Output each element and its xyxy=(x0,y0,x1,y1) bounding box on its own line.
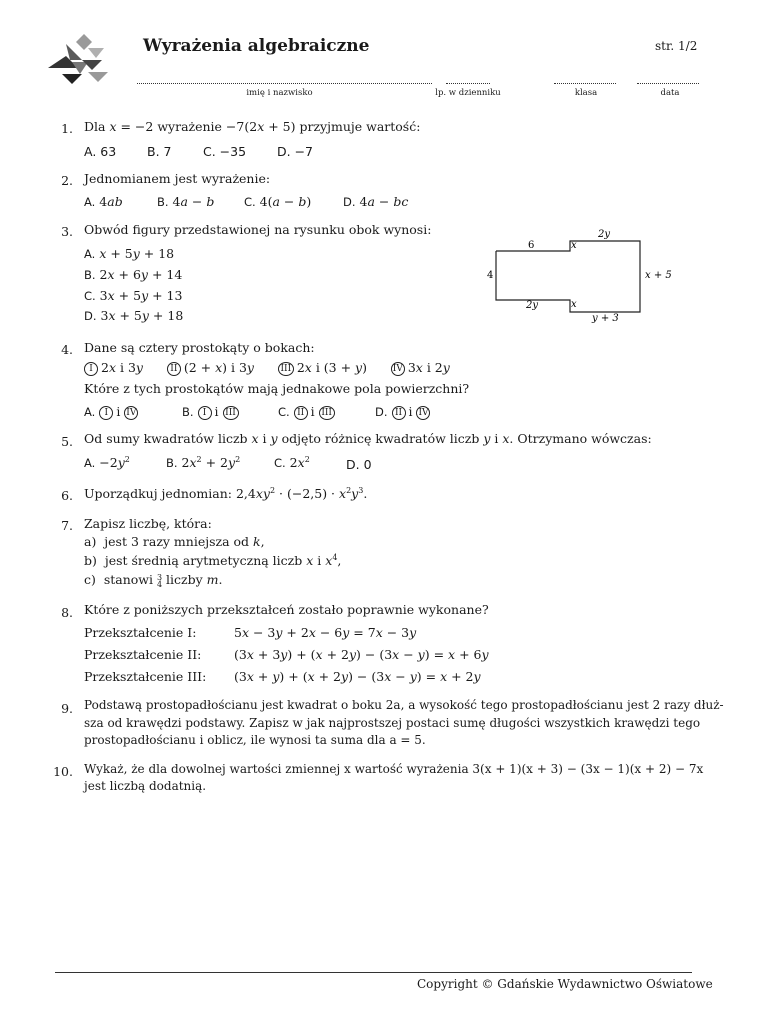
question-number-7: 7. xyxy=(61,518,73,533)
question-9-line-1: Podstawą prostopadłościanu jest kwadrat o boku 2a, a wysokość tego prostopadłościanu jest 2 razy dłuż- xyxy=(84,698,724,712)
question-3-answer-a[interactable]: A. x + 5y + 18 xyxy=(84,246,175,261)
question-7-text: Zapisz liczbę, która: xyxy=(84,516,212,531)
number-field-label: lp. w dzienniku xyxy=(435,88,501,98)
figure-label-bottom-right: y + 3 xyxy=(592,313,619,324)
question-5-answer-c[interactable]: C. $2x^2$ xyxy=(274,455,310,471)
question-3-answer-d[interactable]: D. 3x + 5y + 18 xyxy=(84,308,184,323)
question-6-text: Uporządkuj jednomian: $2,4xy^2 \cdot (-2,5) \cdot x^2y^3$. xyxy=(84,486,368,502)
question-4-answer-d[interactable]: D. II i IV xyxy=(375,404,429,419)
question-7-item-b: b) jest średnią arytmetyczną liczb x i $x^4$, xyxy=(84,553,342,569)
question-number-4: 4. xyxy=(61,342,73,357)
question-9-line-2: sza od krawędzi podstawy. Zapisz w jak najprostszej postaci sumę długości wszystkich krawędzi tego xyxy=(84,716,701,730)
question-number-2: 2. xyxy=(61,173,73,188)
transformation-3-equation: (3x + y) + (x + 2y) − (3x − y) = x + 2y xyxy=(234,669,481,684)
name-field-label: imię i nazwisko xyxy=(246,88,313,98)
figure-label-notch-top: x xyxy=(571,240,577,251)
figure-label-top-left: 6 xyxy=(528,240,535,251)
question-8-text: Które z poniższych przekształceń zostało poprawnie wykonane? xyxy=(84,602,489,617)
question-number-8: 8. xyxy=(61,605,73,620)
question-number-6: 6. xyxy=(61,488,73,503)
question-1-answer-b[interactable]: B. 7 xyxy=(147,144,172,159)
date-field-label: data xyxy=(660,88,680,98)
question-number-5: 5. xyxy=(61,434,73,449)
question-4-answer-c[interactable]: C. II i III xyxy=(278,404,338,420)
publisher-logo-icon xyxy=(48,34,112,86)
question-10-line-2: jest liczbą dodatnią. xyxy=(84,779,207,793)
question-3-text: Obwód figury przedstawionej na rysunku obok wynosi: xyxy=(84,222,432,237)
date-field[interactable] xyxy=(637,72,699,84)
question-number-3: 3. xyxy=(61,224,73,239)
question-2-answer-b[interactable]: B. 4a − b xyxy=(157,194,215,209)
question-5-answer-b[interactable]: B. $2x^2 + 2y^2$ xyxy=(166,455,241,471)
question-1-answer-c[interactable]: C. −35 xyxy=(203,144,247,159)
transformation-1-equation: 5x − 3y + 2x − 6y = 7x − 3y xyxy=(234,625,417,640)
question-number-1: 1. xyxy=(61,121,73,136)
question-4-answer-b[interactable]: B. I i III xyxy=(182,404,242,420)
number-field[interactable] xyxy=(446,72,490,84)
question-2-answer-a[interactable]: A. 4ab xyxy=(84,194,123,209)
worksheet-title: Wyrażenia algebraiczne xyxy=(143,36,370,56)
question-3-answer-c[interactable]: C. 3x + 5y + 13 xyxy=(84,288,183,303)
transformation-1-label: Przekształcenie I: xyxy=(84,625,197,640)
question-2-answer-d[interactable]: D. 4a − bc xyxy=(343,194,409,209)
figure-label-left: 4 xyxy=(487,270,494,281)
copyright-notice: Copyright © Gdańskie Wydawnictwo Oświatowe xyxy=(417,977,713,991)
question-5-answer-a[interactable]: A. $-2y^2$ xyxy=(84,455,130,471)
name-field[interactable] xyxy=(137,72,432,84)
question-number-9: 9. xyxy=(61,701,73,716)
question-5-text: Od sumy kwadratów liczb x i y odjęto różnicę kwadratów liczb y i x. Otrzymano wówczas: xyxy=(84,431,652,446)
question-2-answer-c[interactable]: C. 4(a − b) xyxy=(244,194,312,209)
question-1-text: Dla x = −2 wyrażenie −7(2x + 5) przyjmuje wartość: xyxy=(84,119,421,134)
footer-divider xyxy=(55,972,692,973)
question-1-answer-a[interactable]: A. 63 xyxy=(84,144,117,159)
question-9-line-3: prostopadłościanu i oblicz, ile wynosi ta suma dla a = 5. xyxy=(84,733,426,747)
question-number-10: 10. xyxy=(53,764,73,779)
transformation-2-equation: (3x + 3y) + (x + 2y) − (3x − y) = x + 6y xyxy=(234,647,489,662)
question-7-item-a: a) jest 3 razy mniejsza od k, xyxy=(84,534,265,549)
question-5-answer-d[interactable]: D. 0 xyxy=(346,457,372,472)
question-3-figure xyxy=(484,228,684,328)
figure-label-notch-bottom: x xyxy=(571,299,577,310)
question-2-text: Jednomianem jest wyrażenie: xyxy=(84,171,271,186)
transformation-3-label: Przekształcenie III: xyxy=(84,669,207,684)
figure-label-bottom-left: 2y xyxy=(526,300,539,311)
figure-label-top-right: 2y xyxy=(598,229,611,240)
figure-label-right: x + 5 xyxy=(645,270,672,281)
class-field[interactable] xyxy=(554,72,616,84)
class-field-label: klasa xyxy=(574,88,598,98)
transformation-2-label: Przekształcenie II: xyxy=(84,647,202,662)
question-4-rectangles: I 2x i 3y II (2 + x) i 3y III 2x i (3 + y) IV 3x i 2y xyxy=(84,360,450,376)
page-number: str. 1/2 xyxy=(655,39,698,53)
question-10-line-1: Wykaż, że dla dowolnej wartości zmiennej x wartość wyrażenia 3(x + 1)(x + 3) − (3x − 1)(x + 2) − 7x xyxy=(84,762,704,776)
question-4-answer-a[interactable]: A. I i IV xyxy=(84,404,137,419)
question-3-answer-b[interactable]: B. 2x + 6y + 14 xyxy=(84,267,183,282)
question-4-question: Które z tych prostokątów mają jednakowe pola powierzchni? xyxy=(84,381,470,396)
question-1-answer-d[interactable]: D. −7 xyxy=(277,144,313,159)
question-4-text: Dane są cztery prostokąty o bokach: xyxy=(84,340,315,355)
question-7-item-c: c) stanowi 3 4 liczby m. xyxy=(84,572,223,589)
